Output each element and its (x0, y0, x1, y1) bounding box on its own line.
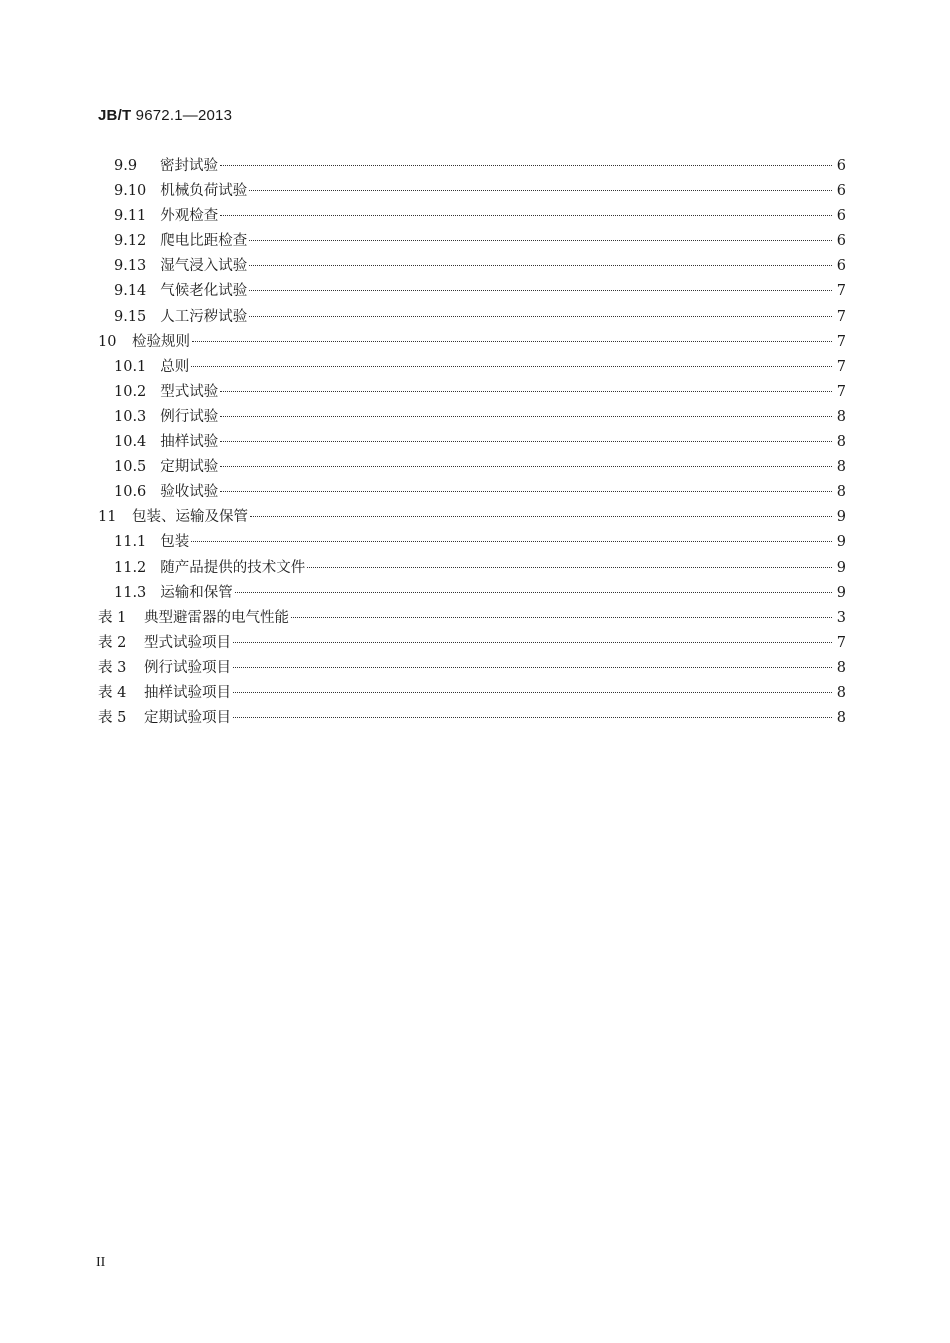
toc-entry-page: 7 (836, 634, 846, 651)
toc-dot-leader (233, 691, 832, 693)
toc-entry-number: 10.5 (114, 459, 147, 476)
toc-dot-leader (220, 465, 832, 467)
toc-entry-number: 11.3 (114, 584, 147, 601)
toc-entry-title: 包装 (160, 534, 190, 551)
toc-entry-title: 型式试验项目 (144, 634, 231, 651)
toc-entry-title: 验收试验 (160, 484, 219, 501)
toc-dot-leader (192, 340, 832, 342)
toc-entry[interactable] (98, 606, 846, 631)
toc-entry-title: 定期试验 (160, 459, 219, 476)
toc-dot-leader (220, 415, 832, 417)
toc-entry-title: 机械负荷试验 (160, 183, 248, 200)
toc-entry[interactable] (98, 204, 846, 229)
toc-entry-number: 10.4 (114, 434, 147, 451)
toc-dot-leader (220, 490, 832, 492)
toc-entry-number: 11.1 (114, 534, 147, 551)
toc-entry-number: 10.2 (114, 383, 147, 400)
toc-entry-number: 9.9 (114, 158, 138, 174)
toc-entry-title: 典型避雷器的电气性能 (144, 609, 289, 626)
toc-entry-title: 例行试验 (160, 408, 219, 425)
toc-entry-number: 9.11 (114, 208, 147, 225)
toc-entry-page: 8 (836, 408, 846, 425)
toc-entry-page: 8 (836, 659, 846, 676)
toc-entry[interactable] (98, 656, 846, 681)
toc-entry-page: 8 (836, 710, 846, 727)
toc-entry-page: 9 (836, 559, 846, 576)
toc-entry-page: 7 (836, 283, 846, 300)
toc-dot-leader (233, 641, 832, 643)
toc-entry[interactable] (98, 681, 846, 706)
toc-dot-leader (307, 566, 832, 568)
toc-entry[interactable] (98, 279, 846, 304)
toc-entry-page: 8 (836, 684, 846, 701)
toc-entry-title: 定期试验项目 (144, 710, 231, 727)
toc-entry-title: 密封试验 (160, 158, 218, 174)
toc-entry-page: 8 (836, 459, 846, 476)
toc-dot-leader (249, 239, 832, 241)
toc-entry-title: 爬电比距检查 (160, 233, 248, 250)
toc-entry[interactable] (98, 154, 846, 179)
toc-entry[interactable] (98, 305, 846, 330)
toc-entry-number: 11 (98, 509, 117, 526)
toc-dot-leader (291, 616, 832, 618)
toc-entry-number: 表 1 (98, 609, 127, 626)
toc-dot-leader (250, 515, 832, 517)
document-code-header (98, 107, 232, 124)
toc-entry-title: 湿气浸入试验 (160, 258, 248, 275)
toc-dot-leader (249, 264, 832, 266)
toc-dot-leader (220, 214, 832, 216)
toc-dot-leader (191, 540, 832, 542)
toc-entry-page: 7 (836, 308, 846, 325)
toc-entry-number: 9.14 (114, 283, 147, 300)
toc-entry-number: 9.15 (114, 308, 147, 325)
toc-dot-leader (220, 440, 832, 442)
toc-dot-leader (220, 164, 832, 166)
toc-entry-title: 总则 (160, 358, 190, 375)
toc-entry-page: 8 (836, 484, 846, 501)
toc-entry-page: 9 (836, 584, 846, 601)
toc-entry-number: 10.6 (114, 484, 147, 501)
toc-entry-number: 9.13 (114, 258, 147, 275)
toc-entry-title: 随产品提供的技术文件 (160, 559, 306, 576)
toc-entry-page: 9 (836, 509, 846, 526)
toc-entry[interactable] (98, 581, 846, 606)
toc-entry[interactable] (98, 480, 846, 505)
toc-entry-number: 表 5 (98, 710, 127, 727)
toc-entry-page: 8 (836, 434, 846, 451)
toc-entry-title: 人工污秽试验 (160, 308, 248, 325)
toc-entry[interactable] (98, 355, 846, 380)
toc-entry[interactable] (98, 380, 846, 405)
toc-entry-number: 表 4 (98, 684, 127, 701)
toc-entry[interactable] (98, 254, 846, 279)
toc-entry-number: 10 (98, 333, 117, 350)
toc-entry-page: 7 (836, 333, 846, 350)
toc-entry[interactable] (98, 631, 846, 656)
toc-entry-title: 例行试验项目 (144, 659, 231, 676)
toc-entry-page: 7 (836, 358, 846, 375)
toc-dot-leader (233, 666, 832, 668)
toc-entry-title: 检验规则 (132, 333, 190, 350)
toc-entry-page: 6 (836, 183, 846, 200)
toc-dot-leader (235, 591, 832, 593)
toc-dot-leader (191, 365, 832, 367)
toc-entry-title: 外观检查 (160, 208, 219, 225)
toc-entry-page: 3 (836, 609, 846, 626)
toc-dot-leader (249, 315, 832, 317)
toc-entry[interactable] (98, 330, 846, 355)
toc-entry-page: 7 (836, 383, 846, 400)
toc-entry-number: 10.1 (114, 358, 147, 375)
toc-dot-leader (233, 716, 832, 718)
toc-entry[interactable] (98, 505, 846, 530)
toc-dot-leader (249, 289, 832, 291)
document-code-number: 9672.1—2013 (131, 107, 233, 124)
toc-entry-number: 9.10 (114, 183, 147, 200)
toc-entry-title: 包装、运输及保管 (132, 509, 248, 526)
toc-entry-number: 11.2 (114, 559, 147, 576)
toc-entry-title: 型式试验 (160, 383, 219, 400)
toc-entry-page: 6 (836, 233, 846, 250)
page-number-footer: II (96, 1255, 106, 1270)
document-code-prefix: JB/T (98, 107, 132, 124)
toc-entry[interactable] (98, 455, 846, 480)
toc-entry-page: 6 (836, 258, 846, 275)
toc-dot-leader (249, 189, 832, 191)
toc-entry[interactable] (98, 430, 846, 455)
toc-entry-number: 表 2 (98, 634, 127, 651)
toc-dot-leader (220, 390, 832, 392)
toc-entry[interactable] (98, 706, 846, 731)
toc-entry-title: 运输和保管 (160, 584, 233, 601)
toc-entry[interactable] (98, 405, 846, 430)
toc-entry-title: 气候老化试验 (160, 283, 248, 300)
toc-entry-number: 10.3 (114, 408, 147, 425)
table-of-contents (98, 154, 846, 731)
toc-entry-number: 表 3 (98, 659, 127, 676)
toc-entry-number: 9.12 (114, 233, 147, 250)
toc-entry-page: 6 (836, 158, 846, 174)
toc-entry[interactable] (98, 179, 846, 204)
toc-entry-title: 抽样试验 (160, 434, 219, 451)
toc-entry[interactable] (98, 229, 846, 254)
toc-entry-page: 9 (836, 534, 846, 551)
toc-entry[interactable] (98, 530, 846, 555)
toc-entry-title: 抽样试验项目 (144, 684, 231, 701)
toc-entry[interactable] (98, 556, 846, 581)
toc-entry-page: 6 (836, 208, 846, 225)
